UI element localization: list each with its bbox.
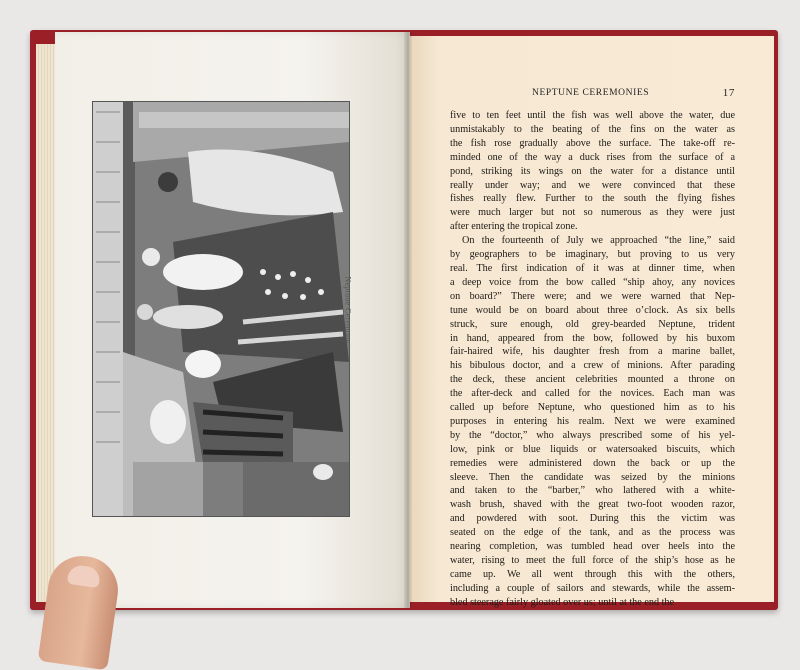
text-line: seated on the edge of the tank, and as the process was (450, 527, 735, 539)
text-line: a deep voice from the bow called “ship ahoy, any novices (450, 276, 735, 288)
text-line: the deck, these ancient celebrities mounted a throne on (450, 374, 735, 386)
text-line: tune would be on board about three o’clock. As six bells (450, 304, 735, 316)
text-line: in hand, appeared from the bow, followed by his buxom (450, 332, 735, 344)
text-line: pond, striking its wings on the water for a distance until (450, 165, 735, 177)
text-line: unmistakably to the beating of the fins on the water as (450, 123, 735, 135)
text-line: and powdered with soot. During this the victim was (450, 513, 735, 525)
text-line: water, rising to meet the full force of the ship’s hose as he (450, 555, 735, 566)
page-number: 17 (722, 87, 735, 99)
text-line: five to ten feet until the fish was well above the water, due (450, 110, 735, 121)
text-line: were much larger but not so numerous as they were just (450, 207, 735, 219)
text-line: including a couple of sailors and stewards, while the assem- (450, 582, 735, 594)
text-line: came up. We all went through this with the others, (450, 568, 735, 580)
text-line: minded one of the way a duck rises from the surface of a (450, 151, 735, 163)
text-line: fair-haired wife, his daughter fresh from a marine ballet, (450, 346, 735, 358)
text-line: the fish rose gradually above the surface. The take-off re- (450, 137, 735, 149)
text-line: on board?” There were; and we were warned that Nep- (450, 290, 735, 302)
body-text (450, 109, 735, 610)
text-line: his bibulous doctor, and a crew of minions. After parading (450, 360, 735, 372)
text-line: purposes in entering his realm. Next we were examined (450, 415, 735, 427)
plate-caption: Neptune Ceremony (343, 276, 353, 344)
text-line: by the “doctor,” who always prescribed some of his yel- (450, 429, 735, 441)
text-line: On the fourteenth of July we approached “the line,” said (462, 235, 735, 247)
text-line: wash brush, shaved with the great two-foot wooden razor, (450, 499, 735, 511)
text-line: called up before Neptune, who questioned him as to his (450, 402, 735, 414)
running-head-title: NEPTUNE CEREMONIES (532, 88, 650, 98)
text-line: low, pink or blue liquids or watersoaked biscuits, which (450, 443, 735, 455)
text-line: struck, sure enough, old grey-bearded Neptune, trident (450, 318, 735, 330)
text-line: after entering the tropical zone. (450, 221, 578, 233)
text-line: nearing completion, was tumbled head over heels into the (450, 541, 735, 553)
neptune-ceremony-photo (92, 101, 350, 517)
text-line: really under way; and we were convinced that these (450, 179, 735, 191)
text-line: by geographers to be imaginary, but proving to us very (450, 249, 735, 261)
text-line: and taken to the “barber,” who lathered with a white- (450, 485, 735, 497)
text-line: the after-deck and called for the novices. Each man was (450, 388, 735, 400)
text-line: sleeve. Then the candidate was seized by the minions (450, 471, 735, 483)
text-line: real. The first indication of it was at dinner time, when (450, 262, 735, 274)
text-line: bled steerage fairly gloated over us; until at the end the (450, 596, 675, 608)
book-gutter (404, 32, 412, 608)
text-line: fishes really flew. Further to the south the flying fishes (450, 193, 735, 205)
text-line: remedies were administered down the back or up the (450, 457, 735, 469)
